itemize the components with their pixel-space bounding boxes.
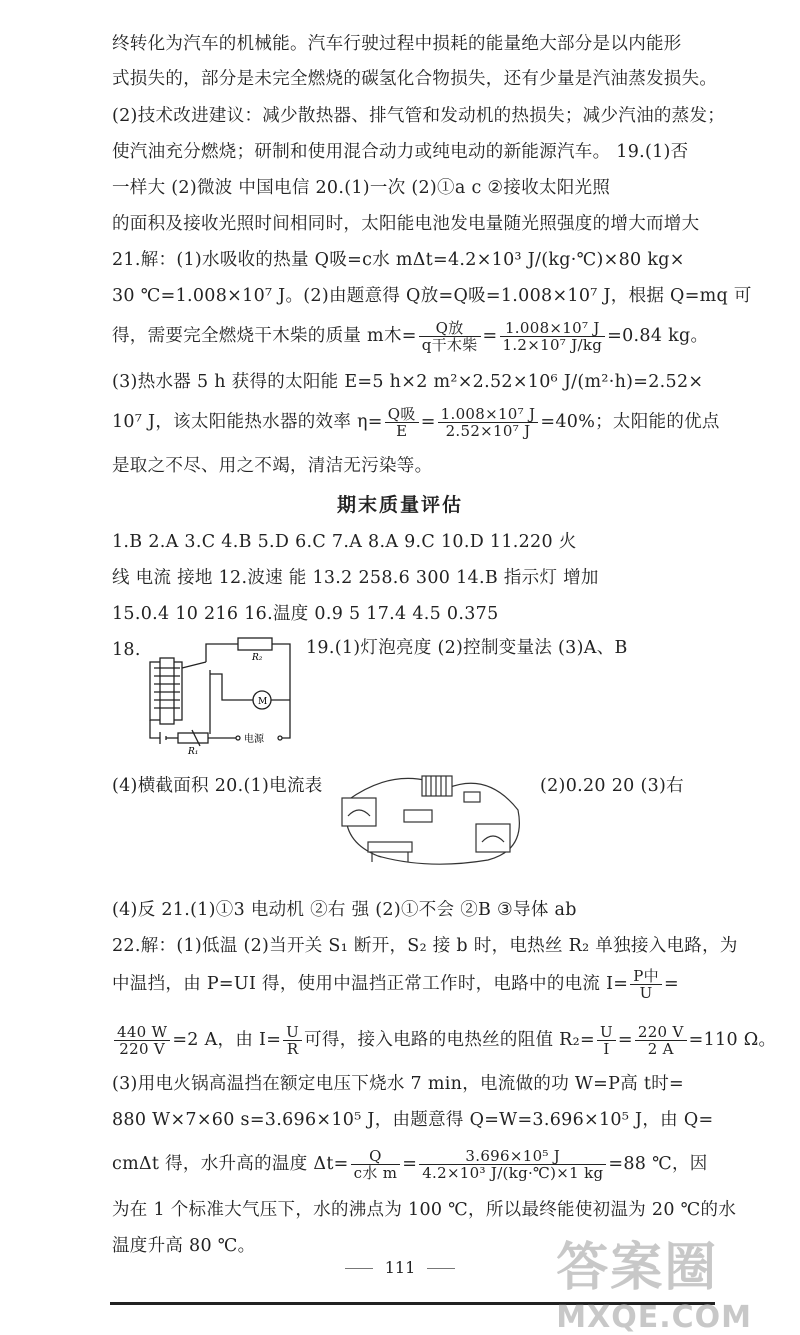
denominator: R bbox=[286, 1040, 299, 1058]
formula-line bbox=[112, 405, 720, 440]
question-label: 18. bbox=[112, 640, 141, 660]
formula-line bbox=[112, 1023, 777, 1058]
denominator: E bbox=[396, 422, 408, 440]
fraction bbox=[630, 968, 662, 1001]
denominator: I bbox=[603, 1040, 610, 1058]
text-segment: cmΔt 得，水升高的温度 Δt= bbox=[112, 1154, 349, 1174]
formula-line bbox=[112, 968, 704, 1001]
numerator: P中 bbox=[630, 968, 662, 985]
circuit-diagram bbox=[140, 634, 305, 754]
text-line: 使汽油充分燃烧；研制和使用混合动力或纯电动的新能源汽车。 19.(1)否 bbox=[112, 142, 689, 162]
text-line: 一样大 (2)微波 中国电信 20.(1)一次 (2)①a c ②接收太阳光照 bbox=[112, 178, 611, 198]
resistor-r2 bbox=[238, 638, 272, 650]
fraction bbox=[419, 320, 481, 353]
fraction bbox=[635, 1024, 687, 1057]
text-line: (3)热水器 5 h 获得的太阳能 E=5 h×2 m²×2.52×10⁶ J/(m²·h)=2.52× bbox=[112, 372, 704, 392]
text-segment: 中温挡，由 P=UI 得，使用中温挡正常工作时，电路中的电流 I= bbox=[112, 974, 629, 994]
text-line: 式损失的，部分是未完全燃烧的碳氢化合物损失，还有少量是汽油蒸发损失。 bbox=[112, 69, 718, 89]
numerator: Q bbox=[351, 1148, 401, 1165]
text-segment: =110 Ω。 bbox=[688, 1030, 777, 1050]
page-number-dash bbox=[345, 1268, 373, 1269]
numerator: 3.696×10⁵ J bbox=[419, 1148, 606, 1165]
text-line: 21.解：(1)水吸收的热量 Q吸=c水 mΔt=4.2×10³ J/(kg·℃)×80 kg× bbox=[112, 250, 685, 270]
fraction bbox=[351, 1148, 401, 1181]
label-r1: R₁ bbox=[188, 747, 199, 754]
text-segment: 可得，接入电路的电热丝的阻值 R₂= bbox=[304, 1030, 595, 1050]
watermark bbox=[556, 1225, 752, 1335]
fraction bbox=[500, 320, 606, 353]
battery-symbol bbox=[160, 732, 166, 744]
label-r2: R₂ bbox=[252, 653, 263, 663]
numerator: 1.008×10⁷ J bbox=[438, 406, 539, 423]
answer-line: 19.(1)灯泡亮度 (2)控制变量法 (3)A、B bbox=[306, 638, 628, 658]
numerator: U bbox=[283, 1024, 302, 1041]
formula-line bbox=[112, 1147, 708, 1182]
text-line: 22.解：(1)低温 (2)当开关 S₁ 断开，S₂ 接 b 时，电热丝 R₂ 单独接入电路，为 bbox=[112, 936, 738, 956]
answer-line: (4)反 21.(1)①3 电动机 ②右 强 (2)①不会 ②B ③导体 ab bbox=[112, 900, 577, 920]
text-segment: = bbox=[420, 412, 436, 432]
fraction bbox=[385, 406, 419, 439]
label-power: 电源 bbox=[244, 734, 264, 745]
page-number-dash bbox=[427, 1268, 455, 1269]
terminal bbox=[236, 736, 240, 740]
ammeter-left bbox=[342, 798, 376, 826]
fraction bbox=[419, 1148, 606, 1181]
fraction bbox=[114, 1024, 170, 1057]
numerator: 440 W bbox=[114, 1024, 170, 1041]
formula-line bbox=[112, 319, 709, 354]
text-segment: = bbox=[663, 974, 679, 994]
answer-line: 1.B 2.A 3.C 4.B 5.D 6.C 7.A 8.A 9.C 10.D 11.220 火 bbox=[112, 532, 577, 552]
numerator: 220 V bbox=[635, 1024, 687, 1041]
denominator: q干木柴 bbox=[421, 336, 478, 354]
text-segment: =0.84 kg。 bbox=[607, 326, 709, 346]
answer-line: (4)横截面积 20.(1)电流表 bbox=[112, 776, 323, 796]
watermark-logo: 答案圈 bbox=[556, 1238, 719, 1298]
text-line: (2)技术改进建议：减少散热器、排气管和发动机的热损失；减少汽油的蒸发； bbox=[112, 106, 726, 126]
text-line: 30 ℃=1.008×10⁷ J。(2)由题意得 Q放=Q吸=1.008×10⁷ J，根据 Q=mq 可 bbox=[112, 286, 752, 306]
switch bbox=[464, 792, 480, 802]
experiment-apparatus bbox=[338, 770, 528, 872]
armature bbox=[182, 662, 206, 668]
text-line: 终转化为汽车的机械能。汽车行驶过程中损耗的能量绝大部分是以内能形 bbox=[112, 34, 682, 54]
fraction bbox=[283, 1024, 302, 1057]
text-line: 温度升高 80 ℃。 bbox=[112, 1236, 256, 1256]
denominator: 2.52×10⁷ J bbox=[445, 422, 531, 440]
section-heading: 期末质量评估 bbox=[336, 494, 463, 516]
watermark-url: MXQE.COM bbox=[556, 1300, 752, 1335]
text-segment: =88 ℃，因 bbox=[608, 1154, 708, 1174]
text-segment: = bbox=[402, 1154, 418, 1174]
page-number-text: 111 bbox=[384, 1258, 416, 1277]
resistor-r1 bbox=[178, 733, 208, 743]
denominator: 1.2×10⁷ J/kg bbox=[502, 336, 603, 354]
resistor-piece bbox=[404, 810, 432, 822]
numerator: U bbox=[597, 1024, 616, 1041]
text-line: 为在 1 个标准大气压下，水的沸点为 100 ℃，所以最终能使初温为 20 ℃的水 bbox=[112, 1200, 737, 1220]
ammeter-right bbox=[476, 824, 510, 852]
denominator: 220 V bbox=[119, 1040, 166, 1058]
denominator: c水 m bbox=[353, 1164, 398, 1182]
text-line: 是取之不尽、用之不竭，清洁无污染等。 bbox=[112, 456, 433, 476]
fraction bbox=[438, 406, 539, 439]
rheostat bbox=[368, 842, 412, 852]
text-line: 880 W×7×60 s=3.696×10⁵ J，由题意得 Q=W=3.696×10⁵ J，由 Q= bbox=[112, 1110, 714, 1130]
text-segment: = bbox=[482, 326, 498, 346]
denominator: U bbox=[639, 984, 653, 1002]
numerator: 1.008×10⁷ J bbox=[500, 320, 606, 337]
numerator: Q放 bbox=[419, 320, 481, 337]
denominator: 4.2×10³ J/(kg·℃)×1 kg bbox=[422, 1164, 604, 1182]
text-segment: =40%；太阳能的优点 bbox=[540, 412, 720, 432]
answer-line: 线 电流 接地 12.波速 能 13.2 258.6 300 14.B 指示灯 增加 bbox=[112, 568, 599, 588]
terminal bbox=[278, 736, 282, 740]
label-m: M bbox=[258, 697, 268, 707]
text-line: 的面积及接收光照时间相同时，太阳能电池发电量随光照强度的增大而增大 bbox=[112, 214, 700, 234]
text-line: (3)用电火锅高温挡在额定电压下烧水 7 min，电流做的功 W=P高 t时= bbox=[112, 1074, 684, 1094]
fraction bbox=[597, 1024, 616, 1057]
answer-line: (2)0.20 20 (3)右 bbox=[540, 776, 684, 796]
text-segment: = bbox=[617, 1030, 633, 1050]
text-segment: 得，需要完全燃烧干木柴的质量 m木= bbox=[112, 326, 417, 346]
answer-line: 15.0.4 10 216 16.温度 0.9 5 17.4 4.5 0.375 bbox=[112, 604, 499, 624]
numerator: Q吸 bbox=[385, 406, 419, 423]
text-segment: =2 A，由 I= bbox=[172, 1030, 282, 1050]
denominator: 2 A bbox=[647, 1040, 674, 1058]
text-segment: 10⁷ J，该太阳能热水器的效率 η= bbox=[112, 412, 383, 432]
